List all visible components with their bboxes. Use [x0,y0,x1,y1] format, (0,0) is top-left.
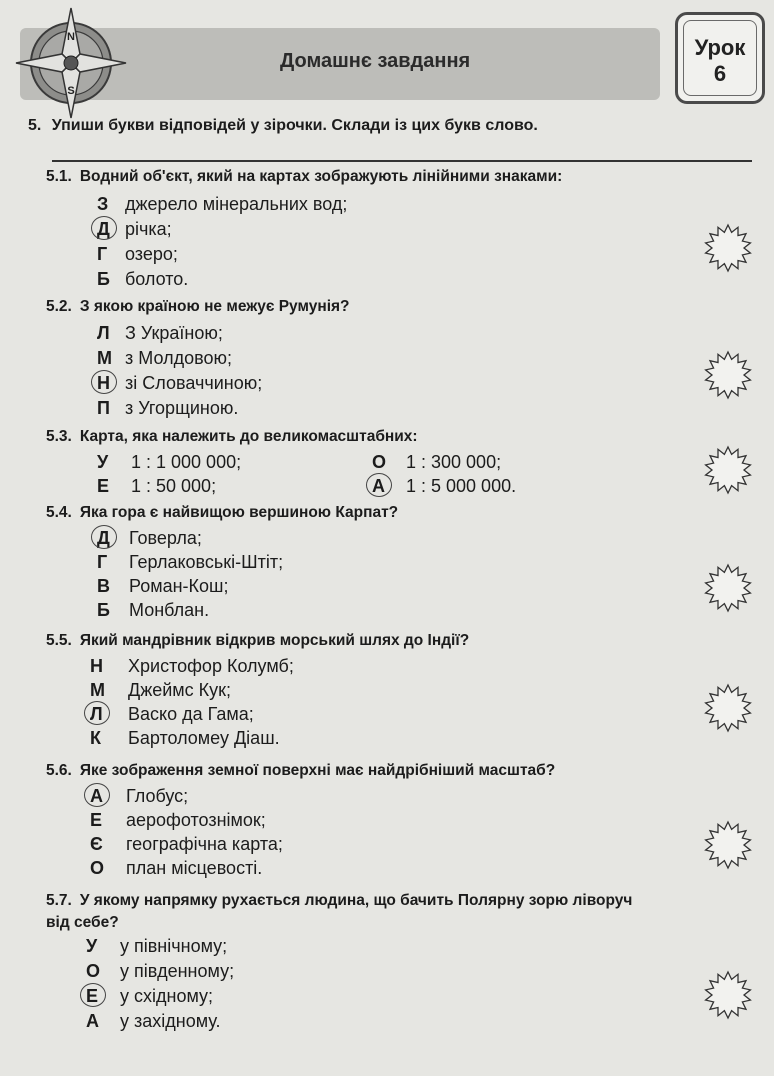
option-5-4-b [97,598,209,622]
option-5-5-m [90,678,231,702]
question-number: 5.7. [46,892,72,909]
option-text: Говерла; [129,528,202,548]
task-text: Упиши букви відповідей у зірочки. Склади із цих букв слово. [51,117,538,134]
option-5-7-e [86,984,213,1008]
option-5-5-k [90,726,280,750]
question-text-continued: від себе? [46,914,119,931]
option-letter: А [86,1011,99,1031]
question-text: Яка гора є найвищою вершиною Карпат? [79,504,399,521]
option-text: джерело мінеральних вод; [125,194,348,214]
option-5-1-d [97,217,172,241]
question-5-5 [46,630,758,652]
option-text: Христофор Колумб; [128,656,294,676]
option-letter: Г [97,244,108,264]
option-5-6-a [90,784,188,808]
question-number: 5.3. [46,428,72,445]
option-text: аерофотознімок; [126,810,266,830]
option-text: озеро; [125,244,178,264]
question-number: 5.5. [46,632,72,649]
question-text: Яке зображення земної поверхні має найдрібніший масштаб? [79,762,556,779]
option-letter: Б [97,269,110,289]
option-5-3-a [372,474,516,498]
answer-circle [80,983,106,1007]
option-text: з Угорщиною. [125,398,239,418]
option-text: 1 : 300 000; [406,452,502,472]
question-number: 5.6. [46,762,72,779]
question-5-3 [46,426,758,448]
option-5-4-d [97,526,202,550]
answer-circle [91,216,117,240]
question-number: 5.4. [46,504,72,521]
question-text: Який мандрівник відкрив морський шлях до Індії? [79,632,470,649]
answer-star-5[interactable] [703,683,753,733]
option-5-4-h [97,550,283,574]
answer-star-4[interactable] [703,563,753,613]
option-text: Васко да Гама; [128,704,254,724]
task-heading [28,117,538,135]
option-text: географічна карта; [126,834,283,854]
answer-circle [84,783,110,807]
question-5-2 [46,296,758,318]
option-letter: Є [90,834,103,854]
option-letter: М [97,348,112,368]
answer-star-2[interactable] [703,350,753,400]
option-5-1-b [97,267,188,291]
option-5-1-h [97,242,178,266]
option-letter: О [372,452,387,472]
option-text: Бартоломеу Діаш. [128,728,280,748]
option-5-2-l [97,321,223,345]
option-5-3-o [372,450,501,474]
option-letter: Д [97,219,110,239]
option-5-4-v [97,574,228,598]
option-text: у західному. [120,1011,221,1031]
option-5-6-ye [90,832,283,856]
option-letter: А [90,786,103,806]
option-letter: Г [97,552,108,572]
option-5-5-n [90,654,294,678]
option-letter: Б [97,600,110,620]
question-text: Водний об'єкт, який на картах зображують лінійними знаками: [79,168,563,185]
option-letter: Е [90,810,103,830]
option-letter: Л [90,704,103,724]
answer-circle [84,701,110,725]
answer-star-1[interactable] [703,223,753,273]
option-letter: Е [97,476,110,496]
lesson-label: Урок [694,35,746,60]
option-text: З Україною; [125,323,223,343]
lesson-badge [675,12,765,104]
option-letter: У [86,936,98,956]
answer-star-6[interactable] [703,820,753,870]
compass-north-label: N [67,31,75,43]
option-letter: Н [97,373,110,393]
compass-rose-icon [14,6,128,120]
answer-star-7[interactable] [703,970,753,1020]
option-letter: Д [97,528,110,548]
option-text: план місцевості. [126,858,263,878]
question-text: У якому напрямку рухається людина, що бачить Полярну зорю ліворуч [79,892,633,909]
option-5-2-m [97,346,232,370]
lesson-number: 6 [713,61,727,86]
answer-circle [91,370,117,394]
option-letter: У [97,452,109,472]
question-5-6 [46,760,758,782]
option-text: у північному; [120,936,228,956]
option-text: Джеймс Кук; [128,680,232,700]
option-text: у східному; [120,986,214,1006]
question-number: 5.1. [46,168,72,185]
option-text: Глобус; [126,786,189,806]
answer-circle [366,473,392,497]
option-letter: Н [90,656,103,676]
option-5-2-n [97,371,262,395]
option-5-7-o [86,959,234,983]
page-title: Домашнє завдання [280,50,471,72]
option-text: Монблан. [129,600,210,620]
option-letter: З [97,194,109,214]
task-number: 5. [28,117,42,134]
option-text: Роман-Кош; [129,576,229,596]
option-letter: Е [86,986,99,1006]
option-5-2-p [97,396,238,420]
question-text: Карта, яка належить до великомасштабних: [79,428,418,445]
option-text: 1 : 50 000; [131,476,217,496]
option-5-1-z [97,192,347,216]
option-5-6-e [90,808,266,832]
option-5-3-u [97,450,241,474]
option-5-7-a [86,1009,221,1033]
option-text: річка; [125,219,172,239]
answer-star-3[interactable] [703,445,753,495]
question-number: 5.2. [46,298,72,315]
option-5-5-l [90,702,254,726]
option-letter: Л [97,323,110,343]
option-letter: О [90,858,105,878]
answer-circle [91,525,117,549]
option-letter: О [86,961,101,981]
option-text: Герлаковські-Штіт; [129,552,284,572]
compass-south-label: S [67,85,75,97]
option-text: 1 : 5 000 000. [406,476,517,496]
option-text: 1 : 1 000 000; [131,452,242,472]
option-letter: М [90,680,105,700]
option-5-6-o [90,856,262,880]
option-text: болото. [125,269,189,289]
option-letter: К [90,728,101,748]
option-text: з Молдовою; [125,348,232,368]
option-5-3-e [97,474,216,498]
question-5-1 [46,166,758,188]
option-text: у південному; [120,961,235,981]
option-text: зі Словаччиною; [125,373,263,393]
option-5-7-u [86,934,227,958]
question-text: З якою країною не межує Румунія? [79,298,350,315]
question-5-4 [46,502,758,524]
question-5-7 [46,890,758,934]
option-letter: В [97,576,110,596]
option-letter: А [372,476,385,496]
option-letter: П [97,398,110,418]
divider-line [52,160,752,162]
